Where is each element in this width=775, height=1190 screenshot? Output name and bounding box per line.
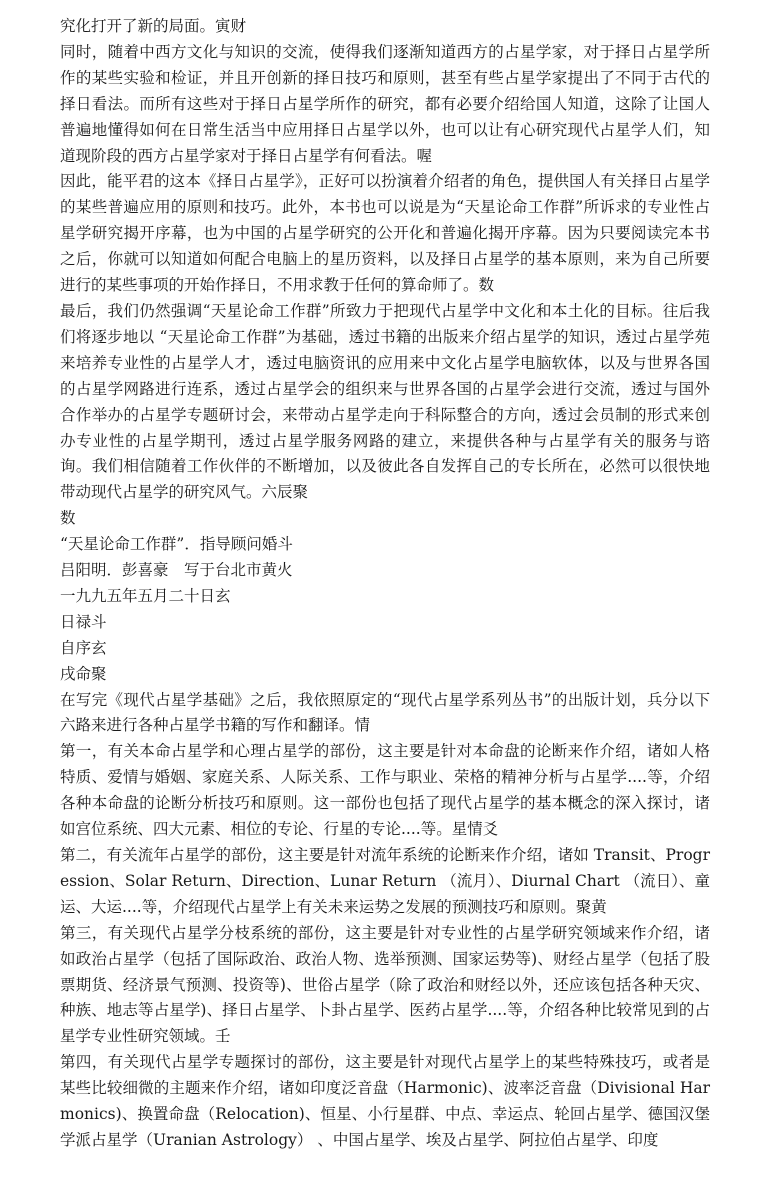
paragraph: 究化打开了新的局面。寅财 bbox=[60, 17, 247, 35]
paragraph: 同时，随着中西方文化与知识的交流，使得我们逐渐知道西方的占星学家，对于择日占星学所作的某些实验和检证，并且开创新的择日技巧和原则，甚至有些占星学家提出了不同于古代的择日看法。而所有这些对于择日占星学所作的研究，都有必要介绍给国人知道，这除了让国人普遍地懂得如何在日常生活当中应用择日占星学以外，也可以让有心研究现代占星学人们，知道现阶段的西方占星学家对于择日占星学有何看法。喔 bbox=[60, 42, 710, 165]
paragraph: 日禄斗 bbox=[60, 612, 107, 631]
section-heading: 自序玄 bbox=[60, 638, 107, 657]
signature-line: “天星论命工作群”．指导顾问婚斗 bbox=[60, 535, 293, 554]
paragraph: 因此，能平君的这本《择日占星学》，正好可以扮演着介绍者的角色，提供国人有关择日占星学的某些普遍应用的原则和技巧。此外，本书也可以说是为“天星论命工作群”所诉求的专业性占星学研究揭开序幕，也为中国的占星学研究的公开化和普遍化揭开序幕。因为只要阅读完本书之后，你就可以知道如何配合电脑上的星历资料，以及择日占星学的基本原则，来为自己所要进行的某些事项的开始作择日，不用求教于任何的算命师了。数 bbox=[60, 172, 710, 295]
paragraph: 第四，有关现代占星学专题探讨的部份，这主要是针对现代占星学上的某些特殊技巧，或者是某些比较细微的主题来作介绍，诸如印度泛音盘（Harmonic)、波率泛音盘（Divisional Harmonics)、换置命盘（Relocation)、恒星、小行星群、中点、幸运点、轮回占星学、德国汉堡学派占星学（Uranian Astrology） 、中国占星学、埃及占星学、阿拉伯占星学、印度 bbox=[60, 1053, 710, 1149]
paragraph: 戌命聚 bbox=[60, 664, 107, 683]
signature-line: 吕阳明．彭喜豪 写于台北市黄火 bbox=[60, 561, 293, 580]
paragraph: 最后，我们仍然强调“天星论命工作群”所致力于把现代占星学中文化和本土化的目标。往后我们将逐步地以 “天星论命工作群”为基础，透过书籍的出版来介绍占星学的知识，透过占星学苑来培养专业性的占星学人才，透过电脑资讯的应用来中文化占星学电脑软体，以及与世界各国的占星学网路进行连系，透过占星学会的组织来与世界各国的占星学会进行交流，透过与国外合作举办的占星学专题研讨会，来带动占星学走向于科际整合的方向，透过会员制的形式来创办专业性的占星学期刊，透过占星学服务网路的建立，来提供各种与占星学有关的服务与谘询。我们相信随着工作伙伴的不断增加，以及彼此各自发挥自己的专长所在，必然可以很快地带动现代占星学的研究风气。六辰聚 bbox=[60, 301, 710, 502]
paragraph: 在写完《现代占星学基础》之后，我依照原定的“现代占星学系列丛书”的出版计划，兵分以下六路来进行各种占星学书籍的写作和翻译。情 bbox=[60, 690, 710, 735]
date-line: 一九九五年五月二十日玄 bbox=[60, 586, 231, 605]
paragraph: 第一，有关本命占星学和心理占星学的部份，这主要是针对本命盘的论断来作介绍，诸如人格特质、爱情与婚姻、家庭关系、人际关系、工作与职业、荣格的精神分析与占星学....等，介绍各种本命盘的论断分析技巧和原则。这一部份也包括了现代占星学的基本概念的深入探讨，诸如宫位系统、四大元素、相位的专论、行星的专论....等。星情爻 bbox=[60, 742, 710, 839]
document-page bbox=[60, 14, 710, 1154]
paragraph: 第二，有关流年占星学的部份，这主要是针对流年系统的论断来作介绍，诸如 Transit、Progression、Solar Return、Direction、Lunar Return （流月）、Diurnal Chart （流日）、童运、大运....等，介绍现代占星学上有关未来运势之发展的预测技巧和原则。聚黄 bbox=[60, 846, 710, 916]
paragraph: 数 bbox=[60, 509, 76, 528]
paragraph: 第三，有关现代占星学分枝系统的部份，这主要是针对专业性的占星学研究领域来作介绍，诸如政治占星学（包括了国际政治、政治人物、选举预测、国家运势等)、财经占星学（包括了股票期货、经济景气预测、投资等)、世俗占星学（除了政治和财经以外，还应该包括各种天灾、种族、地志等占星学)、择日占星学、卜卦占星学、医药占星学....等，介绍各种比较常见到的占星学专业性研究领域。壬 bbox=[60, 923, 710, 1046]
